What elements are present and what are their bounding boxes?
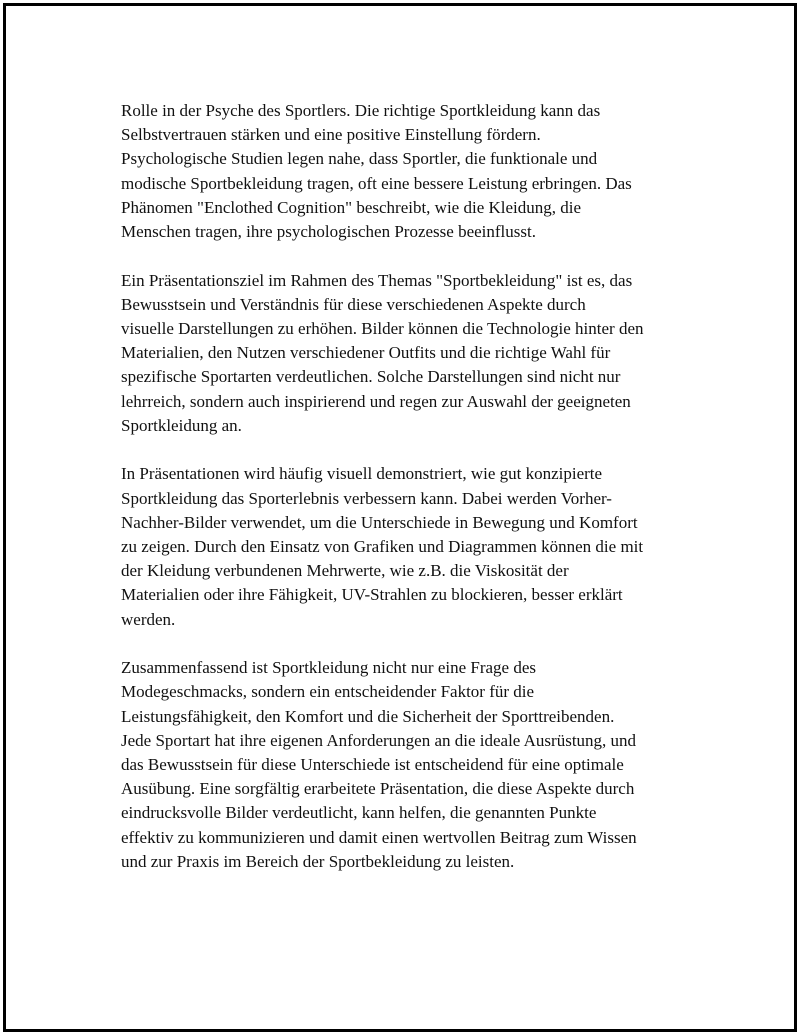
page-frame [3, 3, 797, 1032]
paragraph-presentation-goal: Ein Präsentationsziel im Rahmen des Themas "Sportbekleidung" ist es, das Bewusstsein und Verständnis für diese verschiedenen Aspekte durch visuelle Darstellungen zu erhöhen. Bilder können die Technologie hinter den Materialien, den Nutzen verschiedener Outfits und die richtige Wahl für spezifische Sportarten verdeutlichen. Solche Darstellungen sind nicht nur lehrreich, sondern auch inspirierend und regen zur Auswahl der geeigneten Sportkleidung an. [121, 270, 644, 435]
paragraph-psychology: Rolle in der Psyche des Sportlers. Die richtige Sportkleidung kann das Selbstvertrauen stärken und eine positive Einstellung fördern. Psychologische Studien legen nahe, dass Sportler, die funktionale und modische Sportbekleidung tragen, oft eine bessere Leistung erbringen. Das Phänomen "Enclothed Cognition" beschreibt, wie die Kleidung, die Menschen tragen, ihre psychologischen Prozesse beeinflusst. [121, 101, 632, 242]
paragraph-summary: Zusammenfassend ist Sportkleidung nicht nur eine Frage des Modegeschmacks, sondern ein entscheidender Faktor für die Leistungsfähigkeit, den Komfort und die Sicherheit der Sporttreibenden. Jede Sportart hat ihre eigenen Anforderungen an die ideale Ausrüstung, und das Bewusstsein für diese Unterschiede ist entscheidend für eine optimale Ausübung. Eine sorgfältig erarbeitete Präsentation, die diese Aspekte durch eindrucksvolle Bilder verdeutlicht, kann helfen, die genannten Punkte effektiv zu kommunizieren und damit einen wertvollen Beitrag zum Wissen und zur Praxis im Bereich der Sportbekleidung zu leisten. [121, 658, 637, 871]
paragraph-visual-demonstration: In Präsentationen wird häufig visuell demonstriert, wie gut konzipierte Sportkleidung das Sporterlebnis verbessern kann. Dabei werden Vorher- Nachher-Bilder verwendet, um die Unterschiede in Bewegung und Komfort zu zeigen. Durch den Einsatz von Grafiken und Diagrammen können die mit der Kleidung verbundenen Mehrwerte, wie z.B. die Viskosität der Materialien oder ihre Fähigkeit, UV-Strahlen zu blockieren, besser erklärt werden. [121, 464, 644, 629]
document-body [121, 99, 696, 898]
